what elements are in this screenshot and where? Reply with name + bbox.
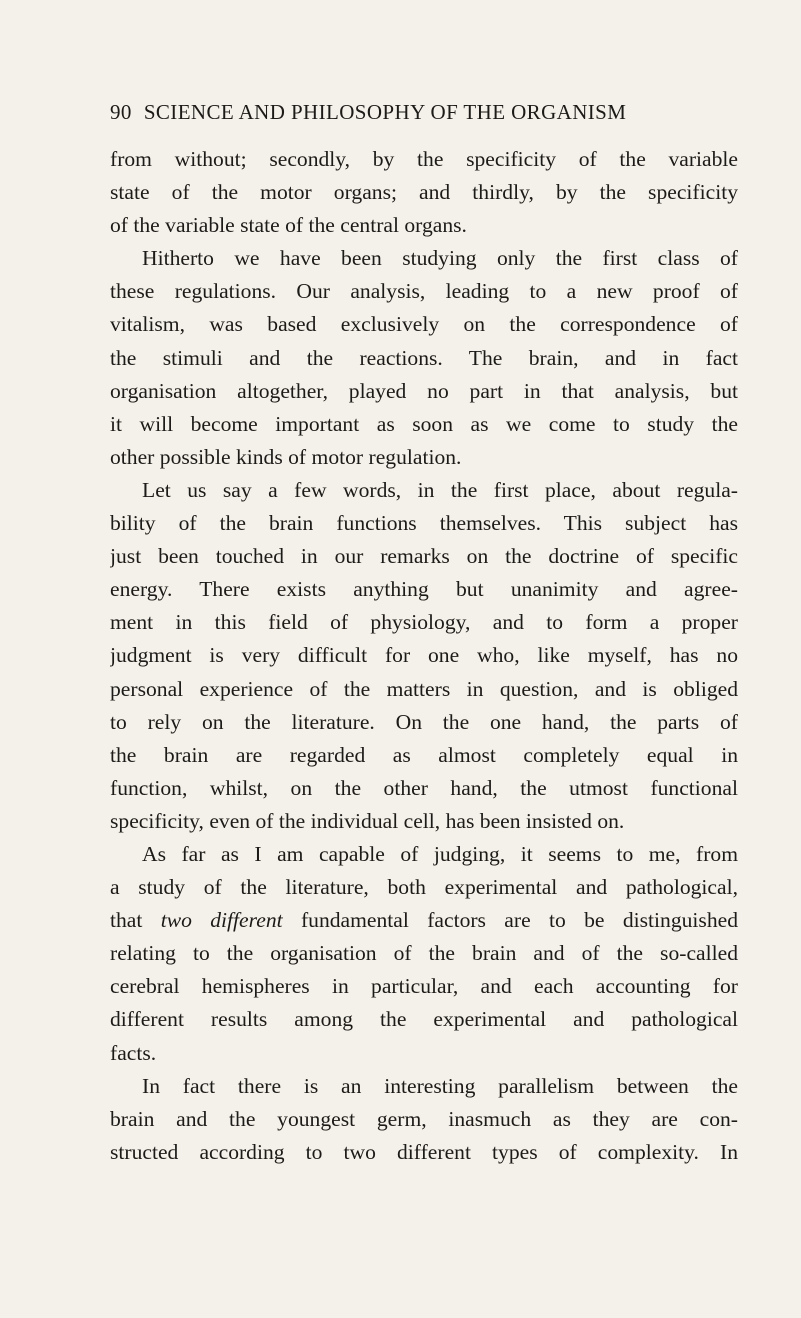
- text-line: structed according to two different types of complexity. In: [110, 1139, 738, 1164]
- text-line: organisation altogether, played no part in that analysis, but: [110, 378, 738, 403]
- text-line: vitalism, was based exclusively on the correspondence of: [110, 312, 738, 337]
- text-line: Hitherto we have been studying only the first class of: [142, 246, 738, 271]
- running-title: SCIENCE AND PHILOSOPHY OF THE ORGANISM: [143, 100, 627, 124]
- text-line: other possible kinds of motor regulation.: [110, 444, 462, 469]
- emphasized-text: two different: [160, 908, 283, 933]
- text-line: personal experience of the matters in question, and is obliged: [110, 676, 738, 701]
- text-line: these regulations. Our analysis, leading to a new proof of: [110, 279, 738, 304]
- text-line: ment in this field of physiology, and to form a proper: [110, 610, 738, 635]
- text-line: a study of the literature, both experimental and pathological,: [110, 875, 738, 900]
- text-line: Let us say a few words, in the first place, about regula-: [142, 477, 738, 502]
- text-line: energy. There exists anything but unanimity and agree-: [110, 577, 738, 602]
- text-segment: that: [110, 908, 161, 933]
- body-text: [110, 143, 738, 1169]
- text-line: of the variable state of the central organs.: [110, 213, 467, 238]
- text-line: the stimuli and the reactions. The brain, and in fact: [110, 345, 738, 370]
- text-segment: fundamental factors are to be distinguished: [282, 908, 738, 933]
- text-line: state of the motor organs; and thirdly, by the specificity: [110, 180, 738, 205]
- text-line: relating to the organisation of the brain and of the so-called: [110, 941, 738, 966]
- text-line: bility of the brain functions themselves. This subject has: [110, 511, 738, 536]
- text-line: it will become important as soon as we come to study the: [110, 411, 738, 436]
- text-line: function, whilst, on the other hand, the utmost functional: [110, 775, 738, 800]
- text-line: to rely on the literature. On the one hand, the parts of: [110, 709, 738, 734]
- text-line: the brain are regarded as almost completely equal in: [110, 742, 738, 767]
- text-line: from without; secondly, by the specificity of the variable: [110, 147, 738, 171]
- text-line: In fact there is an interesting parallelism between the: [142, 1073, 738, 1098]
- text-line: brain and the youngest germ, inasmuch as they are con-: [110, 1106, 738, 1131]
- page-number: 90: [110, 100, 132, 124]
- text-line: facts.: [110, 1040, 157, 1065]
- text-line: [110, 904, 738, 937]
- text-line: specificity, even of the individual cell, has been insisted on.: [110, 808, 625, 833]
- text-line: judgment is very difficult for one who, like myself, has no: [110, 643, 738, 668]
- text-line: cerebral hemispheres in particular, and each accounting for: [110, 974, 738, 999]
- text-line: As far as I am capable of judging, it seems to me, from: [142, 841, 738, 866]
- text-line: just been touched in our remarks on the doctrine of specific: [110, 544, 738, 569]
- running-head: [110, 100, 710, 125]
- text-line: different results among the experimental and pathological: [110, 1007, 738, 1032]
